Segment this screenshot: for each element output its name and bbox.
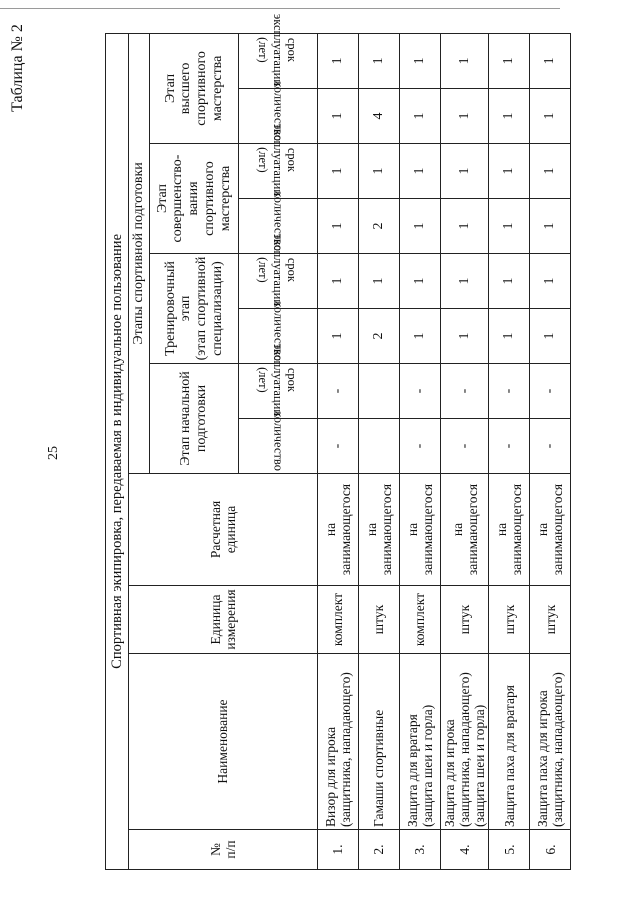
table-row: [359, 33, 400, 869]
cell-quantity: -: [400, 419, 441, 474]
row-num: 2.: [359, 830, 400, 870]
cell-term: 1: [489, 33, 530, 88]
row-calc: на занимающегося: [530, 474, 571, 586]
header-stage-initial: Этап начальной подготовки: [150, 364, 239, 474]
cell-quantity: 1: [441, 199, 489, 254]
cell-term: 1: [318, 254, 359, 309]
cell-quantity: -: [441, 419, 489, 474]
cell-quantity: 1: [530, 199, 571, 254]
header-term: срок эксплуатации (лет): [239, 364, 318, 419]
header-stage-improvement: Этап совершенство- вания спортивного мастерства: [150, 144, 239, 254]
top-rule: [0, 8, 560, 9]
cell-quantity: 2: [359, 199, 400, 254]
header-term: срок эксплуатации (лет): [239, 33, 318, 88]
table-row: [441, 33, 489, 869]
cell-term: 1: [359, 33, 400, 88]
cell-term: 1: [489, 254, 530, 309]
row-name: Гамаши спортивные: [359, 654, 400, 830]
header-term: срок эксплуатации (лет): [239, 254, 318, 309]
table-caption: Спортивная экипировка, передаваемая в индивидуальное пользование: [106, 33, 129, 869]
cell-quantity: [359, 419, 400, 474]
cell-quantity: 1: [400, 199, 441, 254]
cell-quantity: 1: [318, 309, 359, 364]
cell-term: 1: [441, 254, 489, 309]
table-row: [489, 33, 530, 869]
row-unit: штук: [530, 586, 571, 654]
cell-quantity: 1: [489, 309, 530, 364]
header-qty: количество: [239, 89, 318, 144]
cell-quantity: -: [318, 419, 359, 474]
header-qty: количество: [239, 309, 318, 364]
cell-term: 1: [318, 144, 359, 199]
cell-term: 1: [359, 144, 400, 199]
cell-quantity: 1: [441, 89, 489, 144]
cell-term: 1: [400, 33, 441, 88]
cell-quantity: 1: [489, 89, 530, 144]
cell-term: 1: [441, 144, 489, 199]
cell-quantity: -: [489, 419, 530, 474]
row-unit: штук: [489, 586, 530, 654]
header-unit: Единица измерения: [129, 586, 318, 654]
header-stages: Этапы спортивной подготовки: [129, 33, 150, 473]
row-name: Защита паха для вратаря: [489, 654, 530, 830]
row-name: Визор для игрока (защитника, нападающего): [318, 654, 359, 830]
row-num: 1.: [318, 830, 359, 870]
cell-term: -: [530, 364, 571, 419]
table-row: [530, 33, 571, 869]
row-num: 3.: [400, 830, 441, 870]
row-num: 6.: [530, 830, 571, 870]
row-calc: на занимающегося: [359, 474, 400, 586]
cell-term: -: [441, 364, 489, 419]
cell-term: [359, 364, 400, 419]
cell-quantity: 4: [359, 89, 400, 144]
row-unit: штук: [359, 586, 400, 654]
table-row: [400, 33, 441, 869]
header-term: срок эксплуатации (лет): [239, 144, 318, 199]
row-name: Защита паха для игрока (защитника, нападающего): [530, 654, 571, 830]
header-name: Наименование: [129, 654, 318, 830]
row-unit: комплект: [400, 586, 441, 654]
row-calc: на занимающегося: [441, 474, 489, 586]
equipment-table: [105, 13, 571, 870]
cell-quantity: 2: [359, 309, 400, 364]
row-calc: на занимающегося: [400, 474, 441, 586]
cell-term: -: [489, 364, 530, 419]
cell-quantity: 1: [530, 89, 571, 144]
cell-term: 1: [530, 33, 571, 88]
cell-term: 1: [400, 254, 441, 309]
header-qty: количество: [239, 199, 318, 254]
cell-quantity: 1: [400, 309, 441, 364]
row-calc: на занимающегося: [489, 474, 530, 586]
header-qty: количество: [239, 419, 318, 474]
row-name: Защита для игрока (защитника, нападающего) (защита шеи и горла): [441, 654, 489, 830]
row-num: 5.: [489, 830, 530, 870]
cell-quantity: 1: [318, 89, 359, 144]
header-num: № п/п: [129, 830, 318, 870]
equipment-table-wrapper: [105, 13, 566, 870]
row-unit: комплект: [318, 586, 359, 654]
cell-quantity: 1: [530, 309, 571, 364]
page-number: 25: [46, 446, 61, 460]
row-unit: штук: [441, 586, 489, 654]
cell-term: -: [318, 364, 359, 419]
cell-term: 1: [489, 144, 530, 199]
header-stage-training: Тренировочный этап (этап спортивной специализации): [150, 254, 239, 364]
cell-quantity: 1: [400, 89, 441, 144]
cell-quantity: 1: [489, 199, 530, 254]
table-number: Таблица № 2: [9, 24, 26, 112]
cell-term: -: [400, 364, 441, 419]
cell-term: 1: [400, 144, 441, 199]
cell-term: 1: [530, 254, 571, 309]
cell-quantity: -: [530, 419, 571, 474]
cell-quantity: 1: [318, 199, 359, 254]
header-calc: Расчетная единица: [129, 474, 318, 586]
row-name: Защита для вратаря (защита шеи и горла): [400, 654, 441, 830]
cell-term: 1: [530, 144, 571, 199]
table-row: [318, 33, 359, 869]
cell-term: 1: [359, 254, 400, 309]
cell-quantity: 1: [441, 309, 489, 364]
header-stage-highest: Этап высшего спортивного мастерства: [150, 33, 239, 143]
cell-term: 1: [441, 33, 489, 88]
cell-term: 1: [318, 33, 359, 88]
row-calc: на занимающегося: [318, 474, 359, 586]
row-num: 4.: [441, 830, 489, 870]
